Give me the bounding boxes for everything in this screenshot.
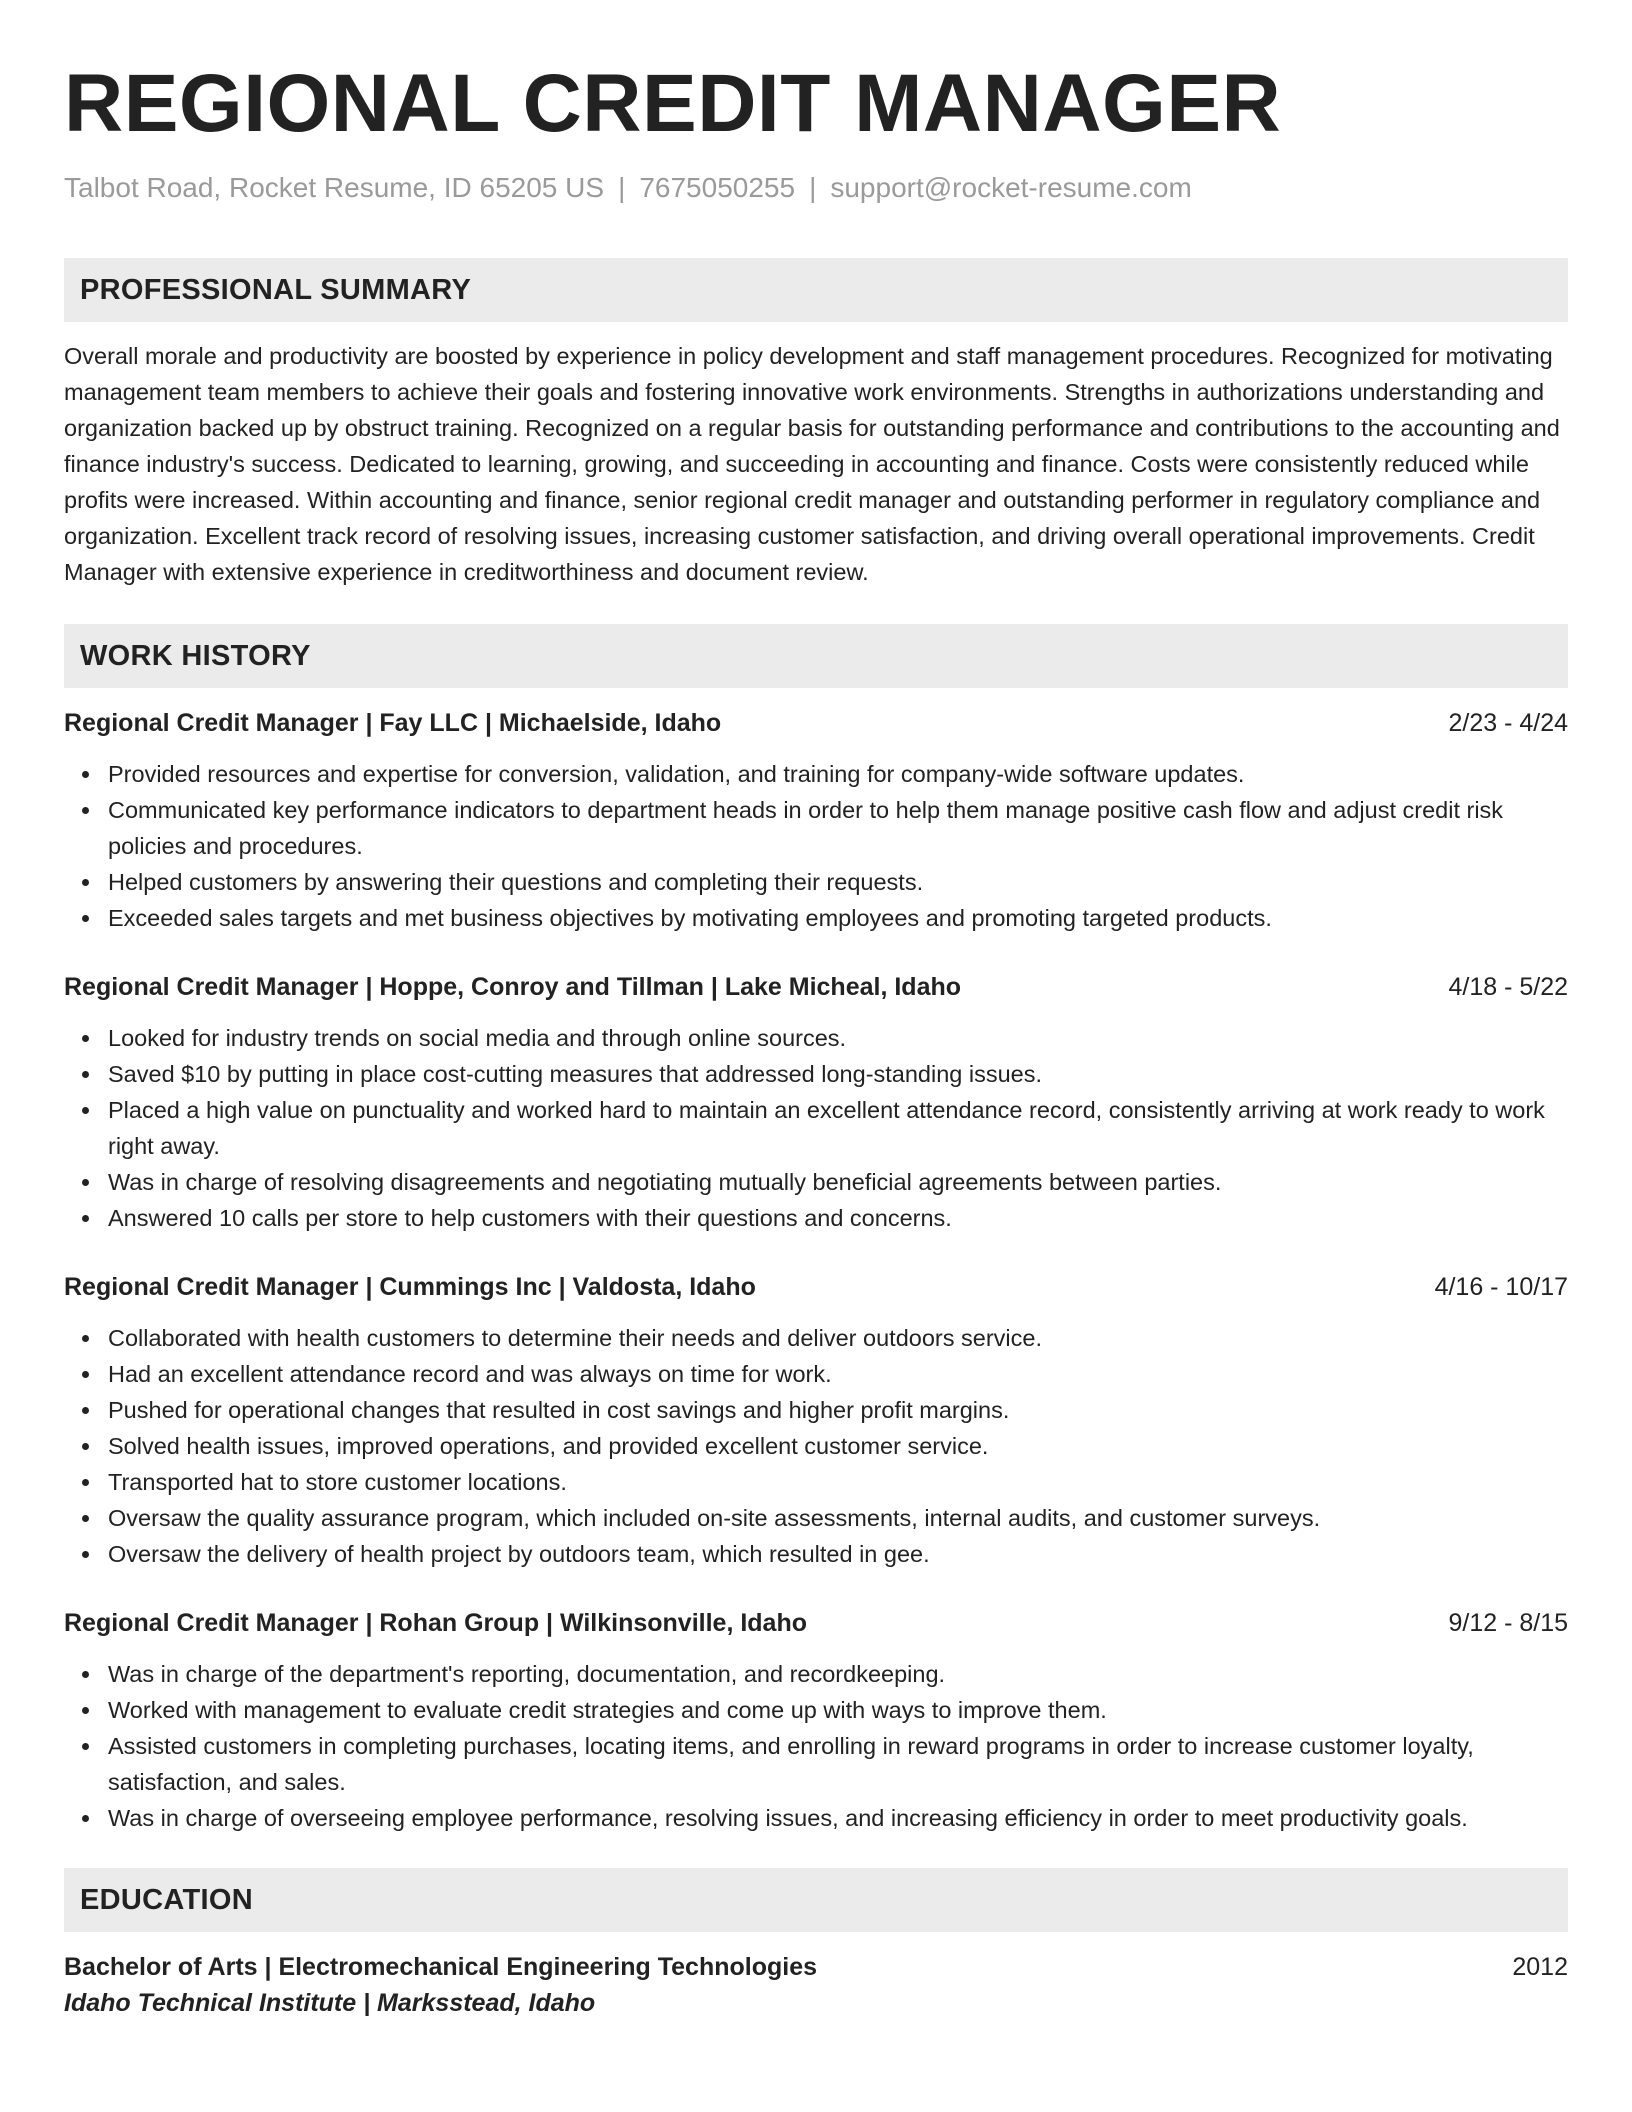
job-entry-header (64, 970, 1568, 1004)
job-title: Regional Credit Manager | Fay LLC | Michaelside, Idaho (64, 709, 722, 737)
contact-phone: 7675050255 (639, 172, 796, 203)
contact-line (64, 170, 1568, 206)
section-heading-education: EDUCATION (64, 1868, 1568, 1932)
job-bullet-list (64, 1020, 1568, 1236)
job-bullet: Transported hat to store customer locations. (108, 1464, 1568, 1500)
education-entry (64, 1950, 1568, 2022)
job-bullet-list (64, 1656, 1568, 1836)
section-heading-summary: PROFESSIONAL SUMMARY (64, 258, 1568, 322)
job-entry-header (64, 1606, 1568, 1640)
job-title: Regional Credit Manager | Hoppe, Conroy and Tillman | Lake Micheal, Idaho (64, 973, 962, 1001)
job-bullet: Solved health issues, improved operations, and provided excellent customer service. (108, 1428, 1568, 1464)
work-history-list (64, 706, 1568, 1836)
job-bullet: Worked with management to evaluate credit strategies and come up with ways to improve them. (108, 1692, 1568, 1728)
job-bullet: Saved $10 by putting in place cost-cutting measures that addressed long-standing issues. (108, 1056, 1568, 1092)
job-bullet: Helped customers by answering their questions and completing their requests. (108, 864, 1568, 900)
job-title: Regional Credit Manager | Cummings Inc | Valdosta, Idaho (64, 1273, 756, 1301)
job-entry (64, 1606, 1568, 1836)
job-dates: 9/12 - 8/15 (1448, 1609, 1568, 1637)
job-bullet: Was in charge of overseeing employee performance, resolving issues, and increasing efficiency in order to meet productivity goals. (108, 1800, 1568, 1836)
job-bullet: Exceeded sales targets and met business objectives by motivating employees and promoting targeted products. (108, 900, 1568, 936)
education-entry-header (64, 1950, 1568, 1984)
job-bullet: Was in charge of the department's reporting, documentation, and recordkeeping. (108, 1656, 1568, 1692)
job-bullet: Had an excellent attendance record and was always on time for work. (108, 1356, 1568, 1392)
job-bullet-list (64, 1320, 1568, 1572)
education-year: 2012 (1512, 1953, 1568, 1981)
summary-paragraph: Overall morale and productivity are boosted by experience in policy development and staff management procedures. Recognized for motivating management team members to achieve their goals and fostering innovative work environments. Strengths in authorizations understanding and organization backed up by obstruct training. Recognized on a regular basis for outstanding performance and contributions to the accounting and finance industry's success. Dedicated to learning, growing, and succeeding in accounting and finance. Costs were consistently reduced while profits were increased. Within accounting and finance, senior regional credit manager and outstanding performer in regulatory compliance and organization. Excellent track record of resolving issues, increasing customer satisfaction, and driving overall operational improvements. Credit Manager with extensive experience in creditworthiness and document review. (64, 343, 1560, 585)
job-bullet-list (64, 756, 1568, 936)
education-school: Idaho Technical Institute | Marksstead, Idaho (64, 1989, 596, 2017)
job-bullet: Communicated key performance indicators to department heads in order to help them manage positive cash flow and adjust credit risk policies and procedures. (108, 792, 1568, 864)
contact-separator: | (809, 172, 817, 203)
job-entry-header (64, 1270, 1568, 1304)
job-bullet: Oversaw the delivery of health project by outdoors team, which resulted in gee. (108, 1536, 1568, 1572)
job-entry-header (64, 706, 1568, 740)
job-bullet: Was in charge of resolving disagreements and negotiating mutually beneficial agreements between parties. (108, 1164, 1568, 1200)
contact-address: Talbot Road, Rocket Resume, ID 65205 US (64, 172, 605, 203)
job-entry (64, 970, 1568, 1236)
resume-title: REGIONAL CREDIT MANAGER (64, 58, 1282, 149)
job-entry (64, 706, 1568, 936)
contact-email: support@rocket-resume.com (830, 172, 1192, 203)
job-bullet: Assisted customers in completing purchases, locating items, and enrolling in reward programs in order to increase customer loyalty, satisfaction, and sales. (108, 1728, 1568, 1800)
job-bullet: Collaborated with health customers to determine their needs and deliver outdoors service. (108, 1320, 1568, 1356)
job-bullet: Answered 10 calls per store to help customers with their questions and concerns. (108, 1200, 1568, 1236)
job-entry (64, 1270, 1568, 1572)
job-bullet: Placed a high value on punctuality and worked hard to maintain an excellent attendance record, consistently arriving at work ready to work right away. (108, 1092, 1568, 1164)
job-dates: 4/18 - 5/22 (1448, 973, 1568, 1001)
section-heading-work-history: WORK HISTORY (64, 624, 1568, 688)
job-title: Regional Credit Manager | Rohan Group | Wilkinsonville, Idaho (64, 1609, 808, 1637)
job-bullet: Provided resources and expertise for conversion, validation, and training for company-wide software updates. (108, 756, 1568, 792)
job-dates: 4/16 - 10/17 (1434, 1273, 1568, 1301)
job-bullet: Oversaw the quality assurance program, which included on-site assessments, internal audits, and customer surveys. (108, 1500, 1568, 1536)
education-degree: Bachelor of Arts | Electromechanical Engineering Technologies (64, 1953, 818, 1981)
contact-separator: | (618, 172, 626, 203)
job-dates: 2/23 - 4/24 (1448, 709, 1568, 737)
job-bullet: Pushed for operational changes that resulted in cost savings and higher profit margins. (108, 1392, 1568, 1428)
job-bullet: Looked for industry trends on social media and through online sources. (108, 1020, 1568, 1056)
